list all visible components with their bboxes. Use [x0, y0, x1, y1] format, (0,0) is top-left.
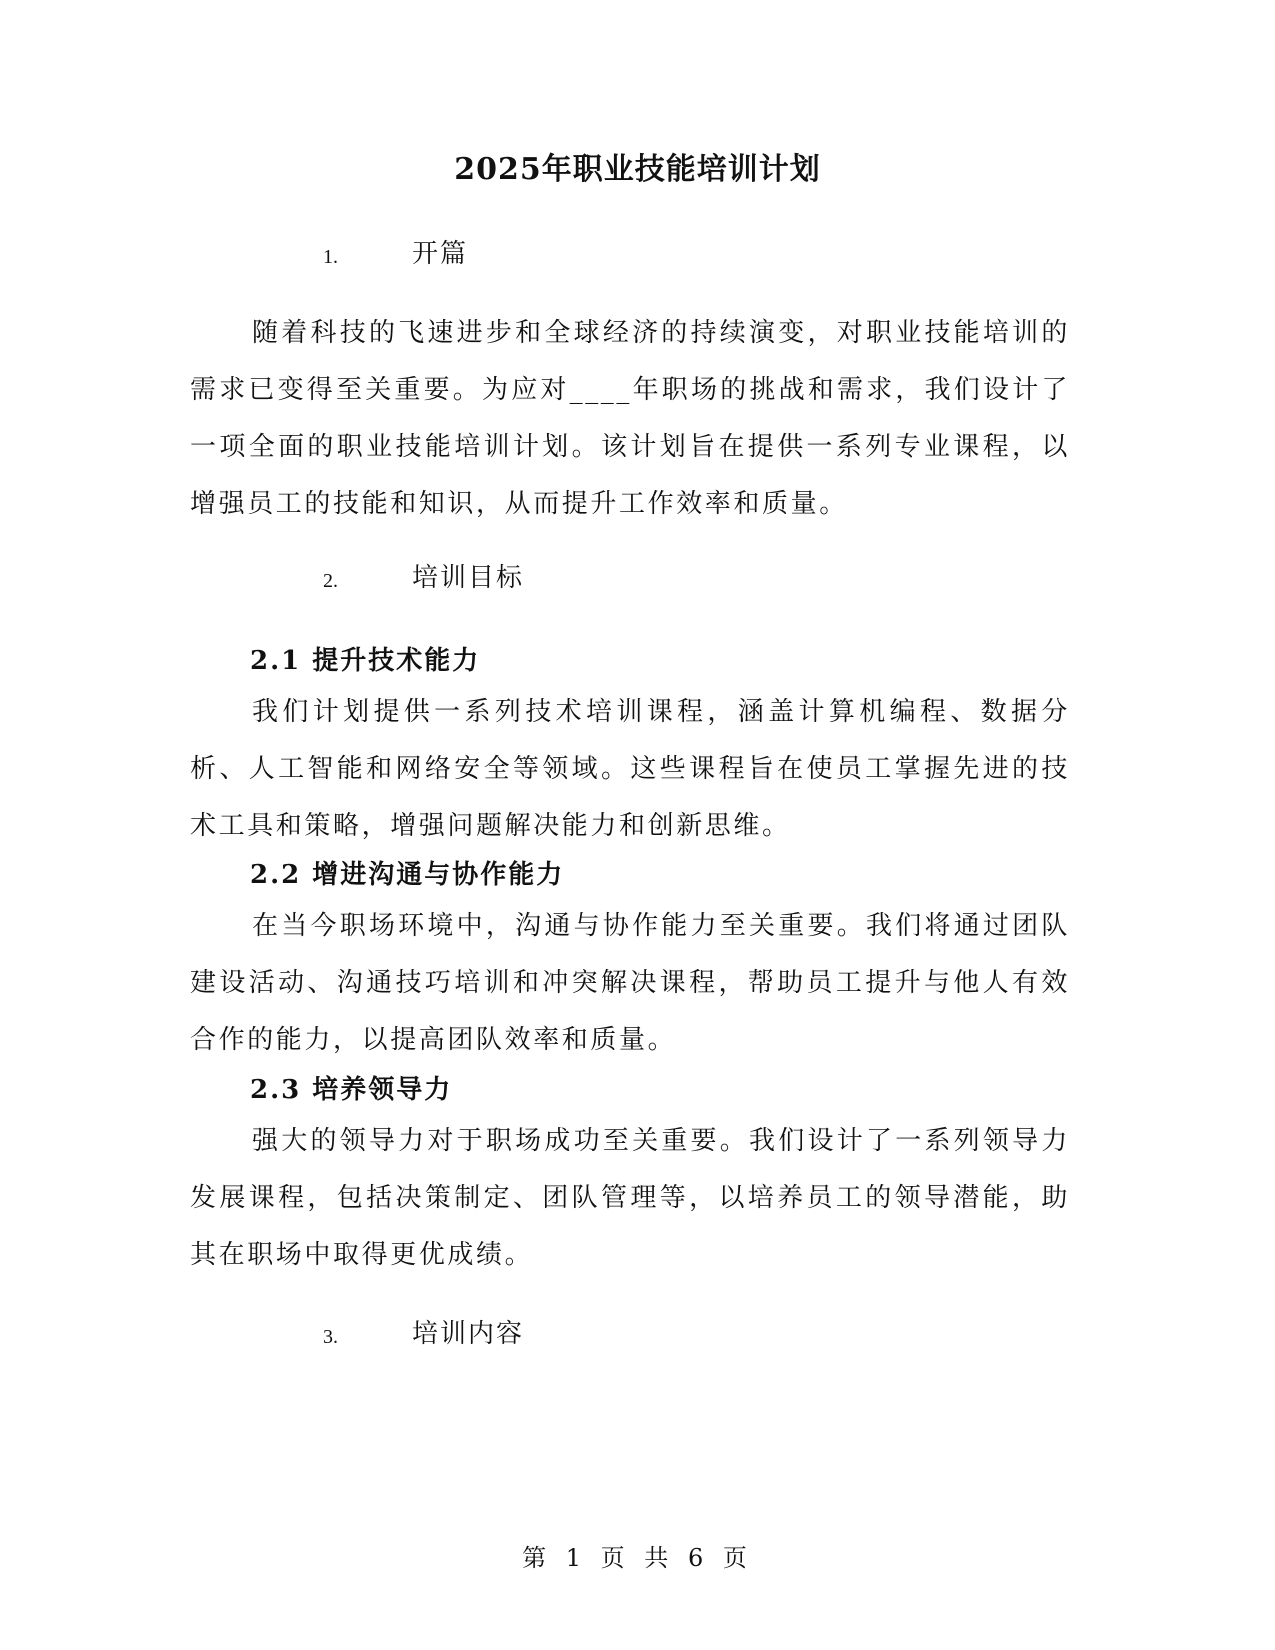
- section-1-heading: 开篇: [412, 239, 469, 269]
- section-1-paragraph: 随着科技的飞速进步和全球经济的持续演变，对职业技能培训的需求已变得至关重要。为应对____年职场的挑战和需求，我们设计了一项全面的职业技能培训计划。该计划旨在提供一系列专业课程，以增强员工的技能和知识，从而提升工作效率和质量。: [190, 318, 1070, 519]
- subsection-2-3-paragraph: 强大的领导力对于职场成功至关重要。我们设计了一系列领导力发展课程，包括决策制定、团队管理等，以培养员工的领导潜能，助其在职场中取得更优成绩。: [190, 1126, 1070, 1270]
- subsection-2-2-title: 2.2 增进沟通与协作能力: [250, 860, 565, 890]
- section-3-heading: 培训内容: [412, 1319, 525, 1349]
- subsection-2-2-paragraph: 在当今职场环境中，沟通与协作能力至关重要。我们将通过团队建设活动、沟通技巧培训和冲突解决课程，帮助员工提升与他人有效合作的能力，以提高团队效率和质量。: [190, 911, 1070, 1055]
- subsection-2-1-paragraph: 我们计划提供一系列技术培训课程，涵盖计算机编程、数据分析、人工智能和网络安全等领域。这些课程旨在使员工掌握先进的技术工具和策略，增强问题解决能力和创新思维。: [190, 697, 1070, 841]
- page-footer: 第 1 页 共 6 页: [522, 1544, 753, 1572]
- section-2-heading: 培训目标: [412, 563, 525, 593]
- subsection-2-3-title: 2.3 培养领导力: [250, 1075, 453, 1105]
- subsection-2-1-title: 2.1 提升技术能力: [250, 646, 481, 676]
- section-1-number: 1.: [323, 246, 338, 268]
- section-3-number: 3.: [323, 1326, 338, 1348]
- section-2-number: 2.: [323, 570, 338, 592]
- document-title: 2025年职业技能培训计划: [454, 152, 821, 187]
